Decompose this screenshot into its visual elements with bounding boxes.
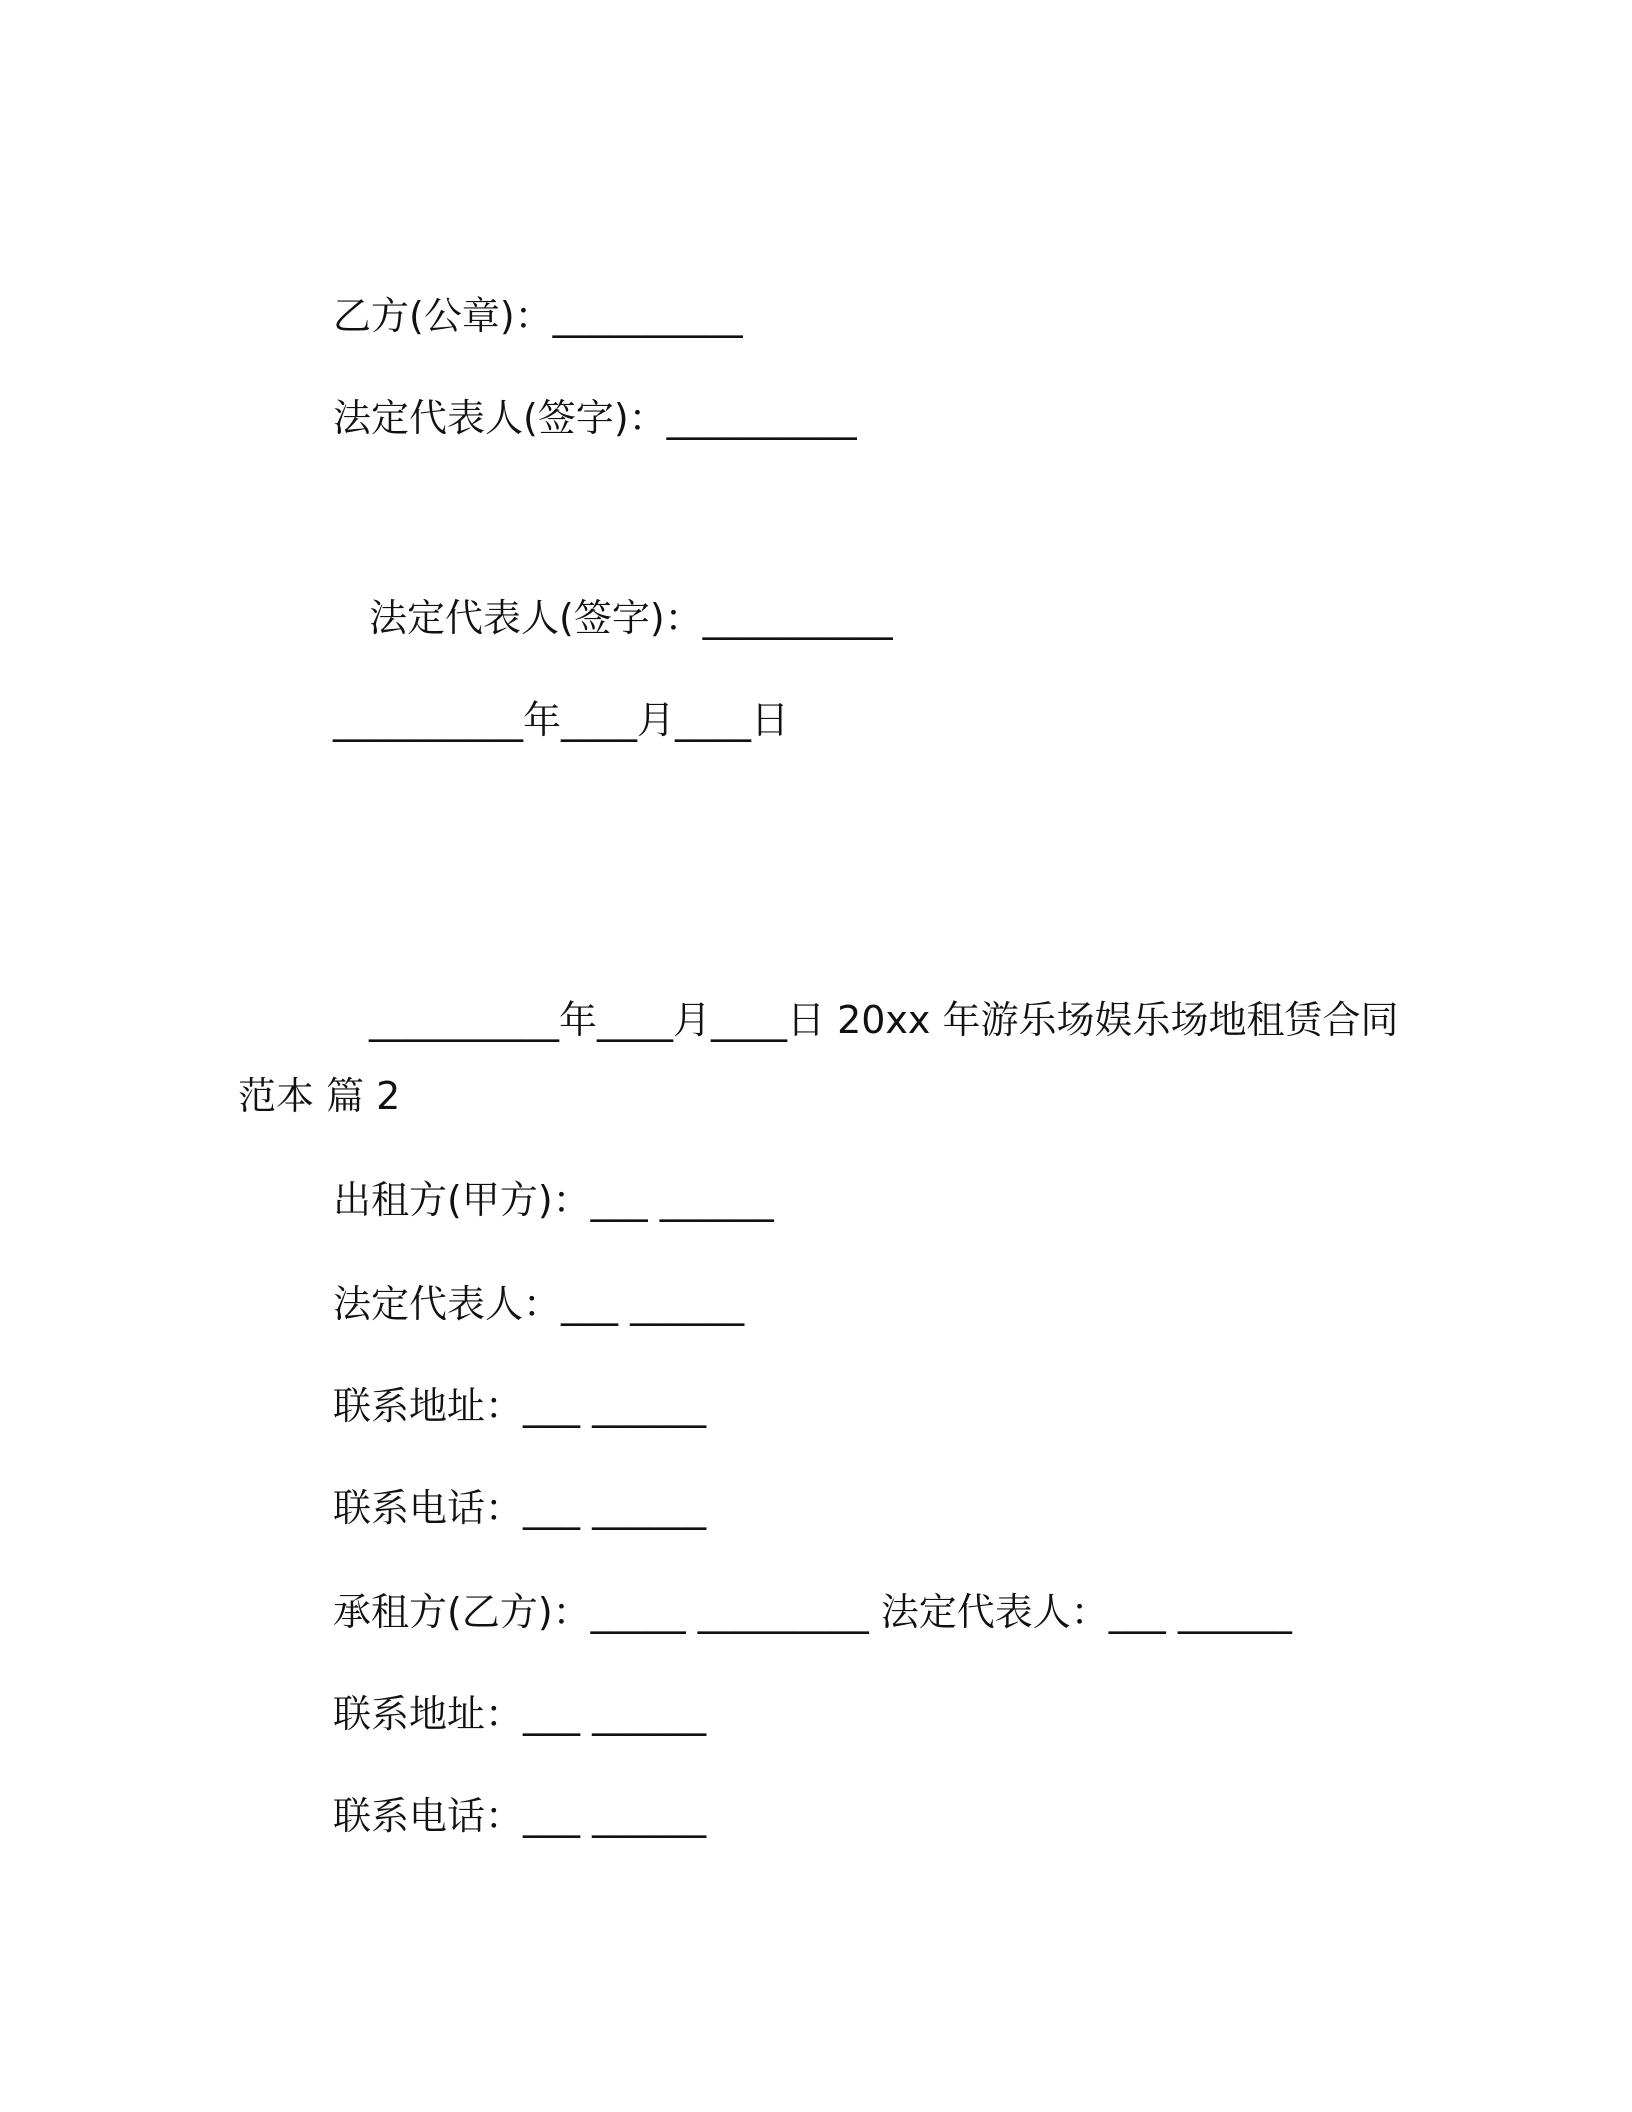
legal-rep-signature-line: 法定代表人(签字)：__________ xyxy=(369,596,893,640)
date-line: __________年____月____日 xyxy=(333,698,790,742)
lessor-legal-rep-line: 法定代表人：___ ______ xyxy=(333,1282,745,1326)
lessee-phone-line: 联系电话：___ ______ xyxy=(333,1794,707,1838)
title-continuation-line: 范本 篇 2 xyxy=(238,1074,401,1118)
lessor-line: 出租方(甲方)：___ ______ xyxy=(333,1178,774,1222)
party-b-legal-rep-signature-line: 法定代表人(签字)：__________ xyxy=(333,396,857,440)
date-and-title-line: __________年____月____日 20xx 年游乐场娱乐场地租赁合同 xyxy=(369,998,1399,1042)
party-b-seal-line: 乙方(公章)：__________ xyxy=(333,294,743,338)
lessee-address-line: 联系地址：___ ______ xyxy=(333,1692,707,1736)
lessor-phone-line: 联系电话：___ ______ xyxy=(333,1486,707,1530)
lessee-line: 承租方(乙方)：_____ _________ 法定代表人：___ ______ xyxy=(333,1590,1292,1634)
lessor-address-line: 联系地址：___ ______ xyxy=(333,1384,707,1428)
